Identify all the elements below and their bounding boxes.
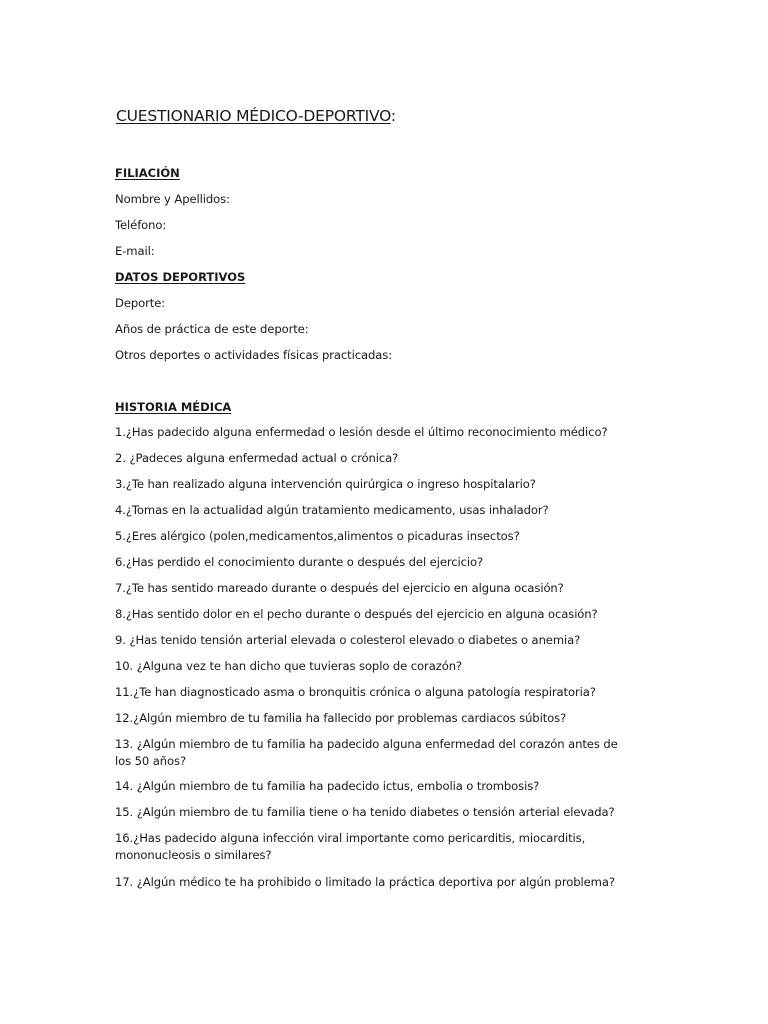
question-11: 11.¿Te han diagnosticado asma o bronquitis crónica o alguna patología respiratoria? <box>115 685 596 699</box>
question-2: 2. ¿Padeces alguna enfermedad actual o crónica? <box>115 451 399 465</box>
question-17: 17. ¿Algún médico te ha prohibido o limitado la práctica deportiva por algún problema? <box>115 875 615 889</box>
page-title-text: CUESTIONARIO MÉDICO-DEPORTIVO <box>116 107 391 125</box>
field-label-otros-deportes: Otros deportes o actividades físicas practicadas: <box>115 348 393 362</box>
question-7: 7.¿Te has sentido mareado durante o después del ejercicio en alguna ocasión? <box>115 581 564 595</box>
question-16: 16.¿Has padecido alguna infección viral importante como pericarditis, miocarditis, mononucleosis o similares? <box>115 831 586 862</box>
field-label-anos-practica: Años de práctica de este deporte: <box>115 322 309 336</box>
question-6: 6.¿Has perdido el conocimiento durante o después del ejercicio? <box>115 555 484 569</box>
field-label-telefono: Teléfono: <box>115 218 167 232</box>
question-10: 10. ¿Alguna vez te han dicho que tuvieras soplo de corazón? <box>115 659 462 673</box>
question-4: 4.¿Tomas en la actualidad algún tratamiento medicamento, usas inhalador? <box>115 503 549 517</box>
question-12: 12.¿Algún miembro de tu familia ha fallecido por problemas cardiacos súbitos? <box>115 711 567 725</box>
question-1: 1.¿Has padecido alguna enfermedad o lesión desde el último reconocimiento médico? <box>115 425 608 439</box>
field-label-nombre: Nombre y Apellidos: <box>115 192 230 206</box>
section-heading-datos-deportivos: DATOS DEPORTIVOS <box>115 270 246 284</box>
question-5: 5.¿Eres alérgico (polen,medicamentos,alimentos o picaduras insectos? <box>115 529 520 543</box>
field-label-deporte: Deporte: <box>115 296 166 310</box>
page-title-suffix: : <box>390 107 396 125</box>
question-14: 14. ¿Algún miembro de tu familia ha padecido ictus, embolia o trombosis? <box>115 779 540 793</box>
question-13: 13. ¿Algún miembro de tu familia ha padecido alguna enfermedad del corazón antes de los 50 años? <box>115 737 618 768</box>
question-9: 9. ¿Has tenido tensión arterial elevada o colesterol elevado o diabetes o anemia? <box>115 633 581 647</box>
page-title <box>116 107 396 125</box>
question-8: 8.¿Has sentido dolor en el pecho durante o después del ejercicio en alguna ocasión? <box>115 607 598 621</box>
section-heading-historia-medica: HISTORIA MÉDICA <box>115 400 232 414</box>
field-label-email: E-mail: <box>115 244 155 258</box>
question-15: 15. ¿Algún miembro de tu familia tiene o ha tenido diabetes o tensión arterial elevada? <box>115 805 615 819</box>
section-heading-filiacion: FILIACIÓN <box>115 166 180 180</box>
question-3: 3.¿Te han realizado alguna intervención quirúrgica o ingreso hospitalario? <box>115 477 536 491</box>
